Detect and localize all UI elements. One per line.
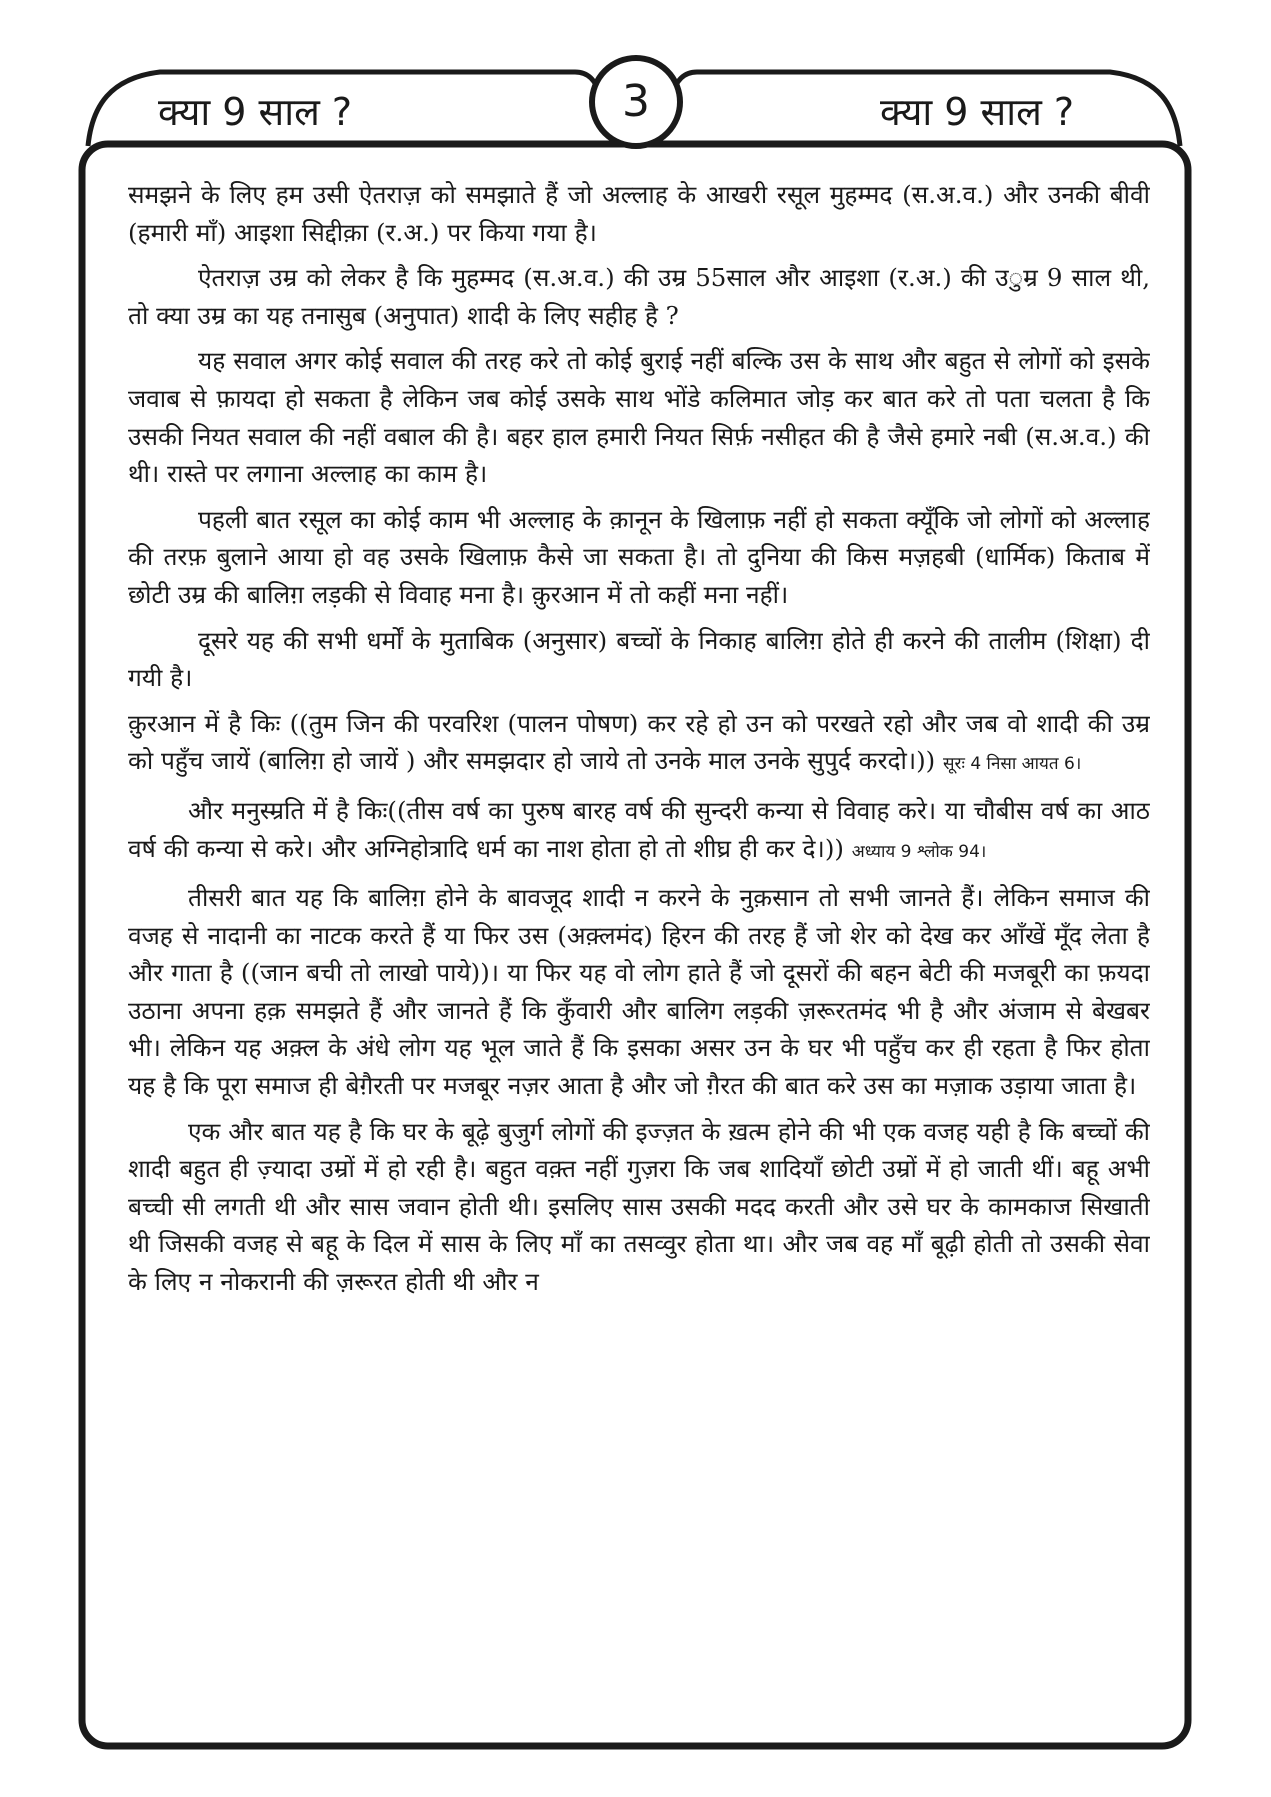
running-title-right: क्या 9 साल ? (880, 90, 1075, 134)
paragraph-8: तीसरी बात यह कि बालिग़ होने के बावजूद शादी न करने के नुक़सान तो सभी जानते हैं। लेकिन समाज की वजह से नादानी का नाटक करते हैं या फिर उस (अक़्लमंद) हिरन की तरह हैं जो शेर को देख कर आँखें मूँद लेता है और गाता है ((जान बची तो लाखो पाये))। या फिर यह वो लोग हाते हैं जो दूसरों की बहन बेटी की मजबूरी का फ़यदा उठाना अपना हक़ समझते हैं और जानते हैं कि कुँवारी और बालिग लड़की ज़रूरतमंद भी है और अंजाम से बेखबर भी। लेकिन यह अक़्ल के अंधे लोग यह भूल जाते हैं कि इसका असर उन के घर भी पहुँच कर ही रहता है फिर होता यह है कि पूरा समाज ही बेग़ैरती पर मजबूर नज़र आता है और जो ग़ैरत की बात करे उस का मज़ाक उड़ाया जाता है। (128, 883, 1150, 1101)
manusmriti-quote-text: और मनुस्म्रति में है किः((तीस वर्ष का पुरुष बारह वर्ष की सुन्दरी कन्या से विवाह करे। या चौबीस वर्ष का आठ वर्ष की कन्या से करे। और अग्निहोत्रादि धर्म का नाश होता हो तो शीघ्र ही कर दे।)) (128, 795, 1150, 863)
running-title-left: क्या 9 साल ? (158, 90, 353, 134)
paragraph-2: ऐतराज़ उम्र को लेकर है कि मुहम्मद (स.अ.व.) की उम्र 55साल और आइशा (र.अ.) की उुम्र 9 साल थी, तो क्या उम्र का यह तनासुब (अनुपात) शादी के लिए सहीह है ? (128, 263, 1150, 330)
paragraph-1: समझने के लिए हम उसी ऐतराज़ को समझाते हैं जो अल्लाह के आखरी रसूल मुहम्मद (स.अ.व.) और उनकी बीवी (हमारी माँ) आइशा सिद्दीक़ा (र.अ.) पर किया गया है। (128, 180, 1150, 247)
paragraph-9: एक और बात यह है कि घर के बूढ़े बुजुर्ग लोगों की इज्ज़त के ख़त्म होने की भी एक वजह यही है कि बच्चों की शादी बहुत ही ज़्यादा उम्रों में हो रही है। बहुत वक़्त नहीं गुज़रा कि जब शादियाँ छोटी उम्रों में हो जाती थीं। बहू अभी बच्ची सी लगती थी और सास जवान होती थी। इसलिए सास उसकी मदद करती और उसे घर के कामकाज सिखाती थी जिसकी वजह से बहू के दिल में सास के लिए माँ का तसव्वुर होता था। और जब वह माँ बूढ़ी होती तो उसकी सेवा के लिए न नोकरानी की ज़रूरत होती थी और न (128, 1116, 1150, 1297)
quran-reference: सूरः 4 निसा आयत 6। (943, 754, 1082, 775)
quran-quote-text: क़ुरआन में है किः ((तुम जिन की परवरिश (पालन पोषण) कर रहे हो उन को परखते रहो और जब वो शादी की उम्र को पहुँच जायें (बालिग़ हो जायें ) और समझदार हो जाये तो उनके माल उनके सुपुर्द करदो।)) (128, 708, 1150, 776)
paragraph-7-manusmriti-quote (128, 792, 1150, 871)
page-number: 3 (622, 76, 650, 127)
paragraph-3: यह सवाल अगर कोई सवाल की तरह करे तो कोई बुराई नहीं बल्कि उस के साथ और बहुत से लोगों को इसके जवाब से फ़ायदा हो सकता है लेकिन जब कोई उसके साथ भोंडे कलिमात जोड़ कर बात करे तो पता चलता है कि उसकी नियत सवाल की नहीं वबाल की है। बहर हाल हमारी नियत सिर्फ़ नसीहत की है जैसे हमारे नबी (स.अ.व.) की थी। रास्ते पर लगाना अल्लाह का काम है। (128, 346, 1150, 489)
page-body (128, 176, 1150, 1716)
manusmriti-reference: अध्याय 9 श्लोक 94। (851, 841, 987, 862)
paragraph-4: पहली बात रसूल का कोई काम भी अल्लाह के क़ानून के खिलाफ़ नहीं हो सकता क्यूँकि जो लोगों को अल्लाह की तरफ़ बुलाने आया हो वह उसके खिलाफ़ कैसे जा सकता है। तो दुनिया की किस मज़हबी (धार्मिक) किताब में छोटी उम्र की बालिग़ लड़की से विवाह मना है। क़ुरआन में तो कहीं मना नहीं। (128, 504, 1150, 609)
paragraph-6-quran-quote (128, 705, 1150, 784)
paragraph-5: दूसरे यह की सभी धर्मों के मुताबिक (अनुसार) बच्चों के निकाह बालिग़ होते ही करने की तालीम (शिक्षा) दी गयी है। (128, 625, 1150, 693)
